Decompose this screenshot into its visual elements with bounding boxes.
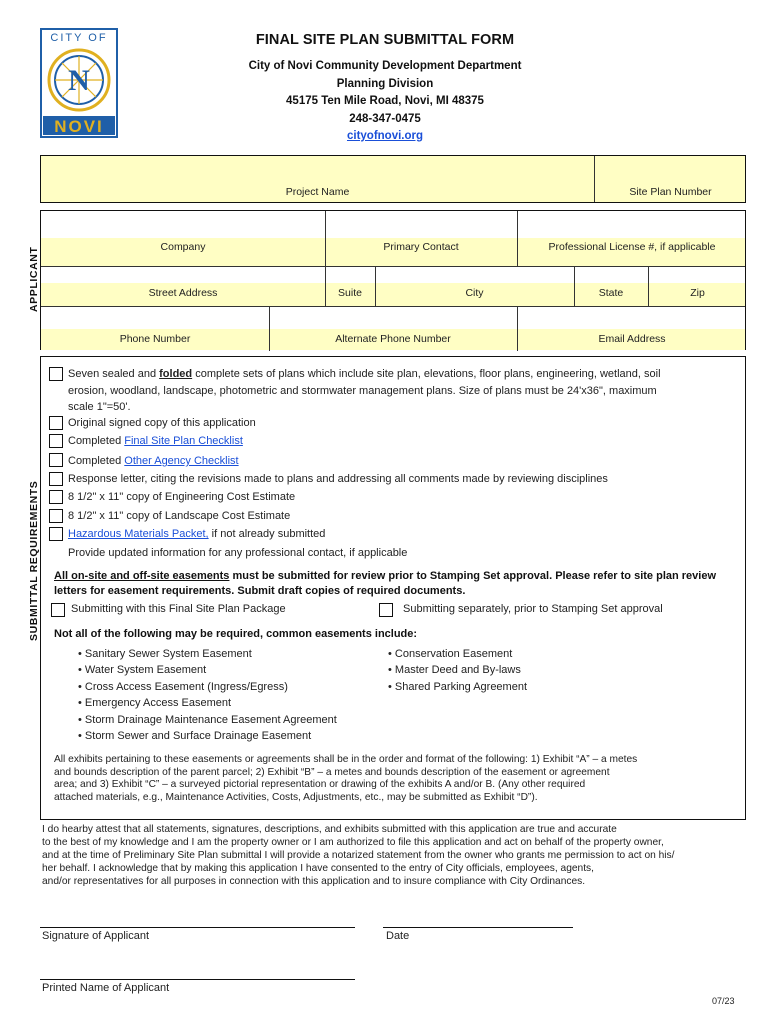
license-field[interactable]: Professional License #, if applicable: [548, 241, 716, 253]
phone-number-field[interactable]: Phone Number: [119, 333, 191, 345]
form-title: FINAL SITE PLAN SUBMITTAL FORM: [255, 32, 515, 48]
checkbox-hazmat-packet[interactable]: [49, 527, 63, 541]
easement-item: • Cross Access Easement (Ingress/Egress): [78, 680, 288, 693]
item-landscape-estimate: 8 1/2" x 11" copy of Landscape Cost Estimate: [68, 510, 291, 522]
checkbox-engineering-estimate[interactable]: [49, 490, 63, 504]
item-response-letter: Response letter, citing the revisions made to plans and addressing all comments made by reviewing disciplines: [68, 473, 608, 485]
checkbox-agency-checklist[interactable]: [49, 453, 63, 467]
company-field[interactable]: Company: [160, 241, 206, 253]
city-of-novi-logo: [40, 28, 118, 138]
address: 45175 Ten Mile Road, Novi, MI 48375: [286, 95, 484, 107]
checkbox-fsp-checklist[interactable]: [49, 434, 63, 448]
easement-item: • Storm Sewer and Surface Drainage Easement: [78, 730, 312, 742]
project-box: [40, 155, 746, 203]
item-signed-copy: Original signed copy of this application: [68, 417, 256, 429]
item-agency-checklist: Completed Other Agency Checklist: [68, 455, 239, 467]
form-header: [220, 32, 550, 145]
item-engineering-estimate: 8 1/2" x 11" copy of Engineering Cost Estimate: [68, 491, 296, 503]
zip-field[interactable]: Zip: [690, 287, 705, 299]
email-field[interactable]: Email Address: [598, 333, 666, 345]
svg-text:N: N: [68, 64, 90, 97]
submittal-requirements-label: SUBMITTAL REQUIREMENTS: [28, 480, 40, 641]
option-submit-separately: Submitting separately, prior to Stamping Set approval: [403, 603, 663, 615]
applicant-section-label: APPLICANT: [28, 246, 40, 312]
phone: 248-347-0475: [349, 112, 421, 125]
signature-line[interactable]: [40, 927, 355, 928]
alternate-phone-field[interactable]: Alternate Phone Number: [335, 333, 451, 345]
svg-text:NOVI: NOVI: [54, 117, 104, 136]
easement-item: • Emergency Access Easement: [78, 697, 232, 710]
item-fsp-checklist: Completed Final Site Plan Checklist: [68, 435, 243, 447]
state-field[interactable]: State: [598, 287, 624, 299]
easement-item: • Water System Easement: [78, 664, 207, 677]
division: Planning Division: [336, 77, 434, 90]
date-line[interactable]: [383, 927, 573, 928]
street-address-field[interactable]: Street Address: [148, 287, 218, 299]
other-agency-checklist-link[interactable]: Other Agency Checklist: [124, 455, 239, 467]
suite-field[interactable]: Suite: [338, 287, 362, 299]
primary-contact-field[interactable]: Primary Contact: [383, 241, 459, 253]
attestation-statement: I do hearby attest that all statements, signatures, descriptions, and exhibits submitted with this application are true and accurate to the best of my knowledge and I am the property owner or I am authorized to file this application and act on behalf of the property owner, and at the time of Preliminary Site Plan submittal I will provide a notarized statement from the owner who grants me permission to act on his/ her behalf. I acknowledge that by making this application I have consented to the entry of City officials, employees, agents, and/or representatives for all purposes in connection with this application and to insure compliance with City Ordinances.: [42, 824, 675, 887]
easement-item: • Conservation Easement: [388, 648, 513, 660]
department: City of Novi Community Development Department: [248, 60, 522, 72]
city-field[interactable]: City: [465, 287, 484, 299]
project-name-field[interactable]: Project Name: [285, 186, 350, 198]
easement-item: • Storm Drainage Maintenance Easement Agreement: [78, 713, 337, 726]
signature-label: Signature of Applicant: [42, 930, 150, 942]
site-plan-number-field[interactable]: Site Plan Number: [629, 186, 712, 198]
easements-heading: Not all of the following may be required, common easements include:: [54, 628, 418, 640]
printed-name-line[interactable]: [40, 979, 355, 980]
final-site-plan-checklist-link[interactable]: Final Site Plan Checklist: [124, 435, 243, 447]
checkbox-submit-with-package[interactable]: [51, 603, 65, 617]
applicant-box: [40, 210, 746, 350]
svg-text:CITY OF: CITY OF: [50, 32, 108, 44]
hazardous-materials-packet-link[interactable]: Hazardous Materials Packet,: [68, 528, 209, 540]
option-submit-with-package: Submitting with this Final Site Plan Package: [71, 603, 286, 615]
printed-name-label: Printed Name of Applicant: [42, 982, 170, 994]
exhibits-note: All exhibits pertaining to these easements or agreements shall be in the order and format of the following: 1) Exhibit “A” – a metes and bounds description of the parent parcel; 2) Exhibit “B” – a metes and bounds description of the easement or agreement area; and 3) Exhibit “C” – a surveyed pictorial representation or drawing of the exhibits A and/or B. (Any other required attached materials, e.g., Maintenance Activities, Costs, Adjustments, etc., may be submitted as Exhibit “D”).: [54, 754, 638, 803]
easement-item: • Sanitary Sewer System Easement: [78, 648, 252, 660]
revision-date: 07/23: [712, 996, 735, 1006]
checkbox-sealed-plans[interactable]: [49, 367, 63, 381]
date-label: Date: [386, 930, 410, 942]
easement-item: • Master Deed and By-laws: [388, 664, 521, 677]
easement-item: • Shared Parking Agreement: [388, 680, 528, 693]
item-sealed-plans: Seven sealed and folded complete sets of plans which include site plan, elevations, floor plans, engineering, wetland, soil erosion, woodland, landscape, photometric and stormwater management plans. Size of plans must be 24'x36", maximum scale 1"=50'.: [68, 368, 661, 413]
item-professional-contact: Provide updated information for any professional contact, if applicable: [68, 547, 408, 559]
checkbox-signed-copy[interactable]: [49, 416, 63, 430]
checkbox-submit-separately[interactable]: [379, 603, 393, 617]
item-hazmat-packet: Hazardous Materials Packet, if not already submitted: [68, 528, 326, 540]
checkbox-landscape-estimate[interactable]: [49, 509, 63, 523]
website-link[interactable]: cityofnovi.org: [346, 130, 424, 142]
checkbox-response-letter[interactable]: [49, 472, 63, 486]
easement-note: All on-site and off-site easements must be submitted for review prior to Stamping Set approval. Please refer to site plan review letters for easement requirements. Submit draft copies of required documents.: [54, 570, 717, 597]
